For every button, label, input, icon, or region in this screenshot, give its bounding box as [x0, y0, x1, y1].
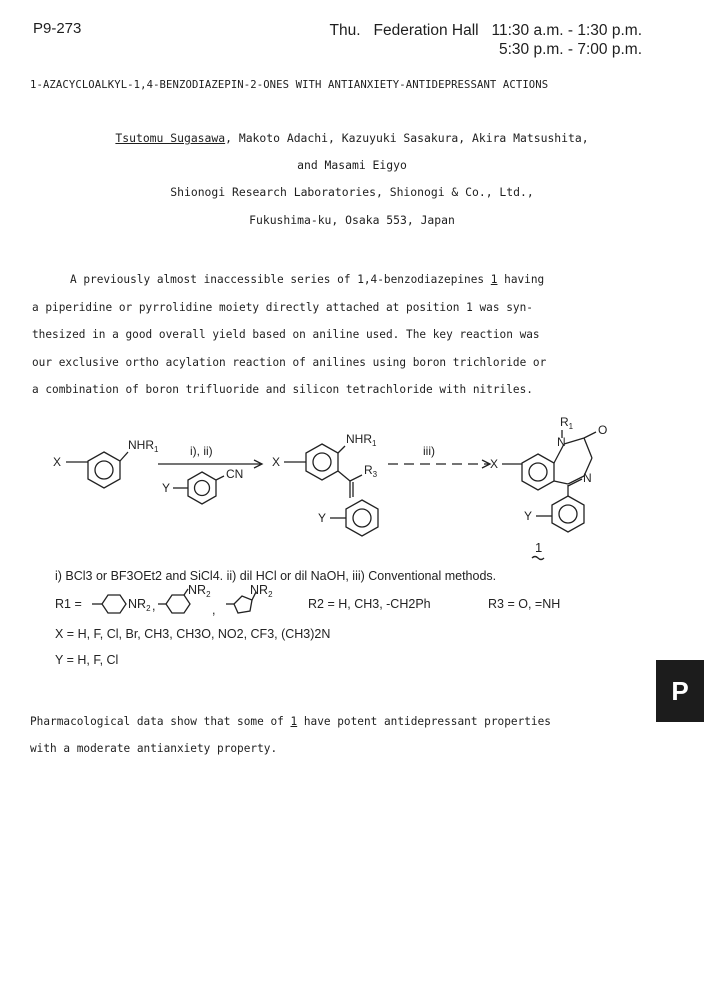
- svg-text:i), ii): i), ii): [190, 444, 213, 458]
- session-time-1: 11:30 a.m. - 1:30 p.m.: [491, 22, 642, 39]
- svg-text:Y: Y: [524, 509, 533, 523]
- reaction-arrow-1: [158, 444, 262, 504]
- r2-definition: R2 = H, CH3, -CH2Ph: [308, 597, 431, 611]
- svg-text:R1: $R_1$: [560, 415, 574, 431]
- r3-definition: R3 = O, =NH: [488, 597, 561, 611]
- coauthors: , Makoto Adachi, Kazuyuki Sasakura, Akira Matsushita,: [225, 131, 589, 145]
- svg-text:NR2: $NR_2$: [250, 583, 273, 599]
- session-schedule: [268, 21, 642, 59]
- reaction-arrow-2: [388, 444, 490, 468]
- abstract: [32, 266, 622, 404]
- section-tab: P: [656, 660, 704, 722]
- presenting-author: Tsutomu Sugasawa: [115, 131, 226, 145]
- session-venue: Federation Hall: [373, 22, 479, 39]
- affiliation-line-1: Shionogi Research Laboratories, Shionogi & Co., Ltd.,: [170, 185, 534, 199]
- svg-text:X: X: [272, 455, 281, 469]
- svg-text:,: ,: [152, 599, 156, 613]
- svg-text:NHR1: $NHR_1$: [346, 432, 377, 448]
- svg-text:NHR1: $NHR_1$: [128, 438, 159, 454]
- abstract-line-2: a piperidine or pyrrolidine moiety directly attached at position 1 was syn-: [32, 300, 533, 314]
- svg-text:X: X: [53, 455, 62, 469]
- aniline-structure: [53, 438, 159, 488]
- svg-text:Y: Y: [318, 511, 327, 525]
- conclusion: [30, 708, 630, 762]
- svg-text:iii): iii): [423, 444, 435, 458]
- benzodiazepinone-structure: [490, 415, 607, 560]
- author-line-1: [0, 131, 704, 145]
- affiliation-line-2: Fukushima-ku, Osaka 553, Japan: [249, 213, 455, 227]
- svg-text:CN: CN: [226, 467, 244, 481]
- abstract-line-1: A previously almost inaccessible series of 1,4-benzodiazepines 1 having: [70, 273, 545, 286]
- svg-text:N: N: [557, 435, 566, 449]
- svg-text:NR2: $NR_2$: [188, 583, 211, 599]
- compound-ref: 1: [290, 715, 298, 728]
- abstract-line-3: thesized in a good overall yield based on aniline used. The key reaction was: [32, 328, 540, 341]
- author-line-2: and Masami Eigyo: [297, 158, 407, 172]
- session-code: P9-273: [33, 20, 82, 37]
- compound-ref: 1: [490, 273, 498, 286]
- reaction-scheme: [40, 408, 640, 678]
- session-time-2: 5:30 p.m. - 7:00 p.m.: [498, 41, 642, 58]
- svg-text:NR2: $NR_2$: [128, 597, 151, 613]
- svg-text:O: O: [598, 423, 608, 437]
- svg-text:,: ,: [212, 603, 216, 617]
- y-definition: Y = H, F, Cl: [55, 653, 119, 667]
- svg-text:Y: Y: [162, 481, 171, 495]
- svg-text:N: N: [583, 471, 592, 485]
- svg-text:X: X: [490, 457, 499, 471]
- compound-number: 1: [535, 540, 543, 555]
- abstract-line-5: a combination of boron trifluoride and silicon tetrachloride with nitriles.: [32, 383, 533, 396]
- r1-definition: [55, 583, 273, 617]
- x-definition: X = H, F, Cl, Br, CH3, CH3O, NO2, CF3, (CH3)2N: [55, 627, 331, 641]
- conclusion-line-2: with a moderate antianxiety property.: [30, 742, 278, 755]
- reagent-notes: i) BCl3 or BF3OEt2 and SiCl4. ii) dil HCl or dil NaOH, iii) Conventional methods.: [55, 569, 497, 583]
- conclusion-line-1: Pharmacological data show that some of 1 have potent antidepressant properties: [30, 715, 551, 728]
- session-day: Thu.: [329, 22, 361, 39]
- svg-text:R3: $R_3$: [364, 463, 378, 479]
- svg-text:R1 =: R1 =: [55, 597, 82, 611]
- paper-title: 1-AZACYCLOALKYL-1,4-BENZODIAZEPIN-2-ONES WITH ANTIANXIETY-ANTIDEPRESSANT ACTIONS: [30, 79, 549, 91]
- abstract-line-4: our exclusive ortho acylation reaction of anilines using boron trichloride or: [32, 355, 547, 369]
- intermediate-structure: [272, 432, 378, 536]
